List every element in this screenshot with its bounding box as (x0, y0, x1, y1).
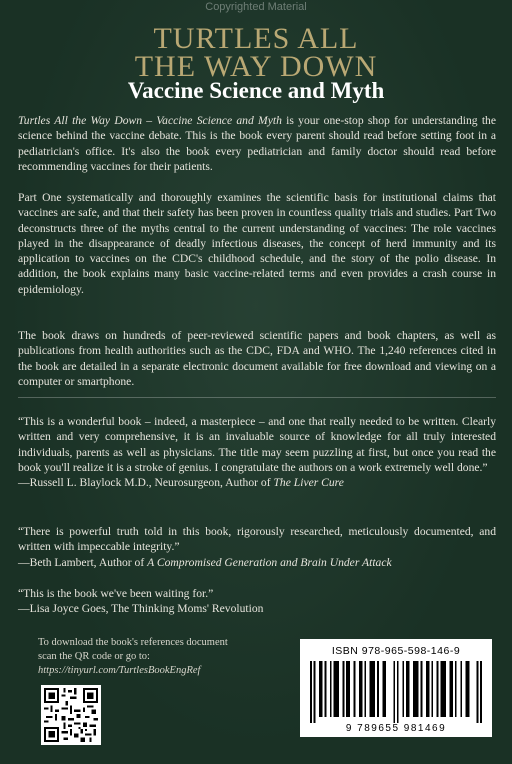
section-divider (18, 397, 496, 398)
download-line-2: scan the QR code or go to: (38, 651, 150, 662)
download-url[interactable]: https://tinyurl.com/TurtlesBookEngRef (38, 665, 201, 676)
quote-text: “There is powerful truth told in this book, rigorously researched, meticulously documented, and written with impeccable integrity.” (18, 525, 496, 554)
description-paragraph-1 (18, 113, 496, 174)
description-paragraph-1-text: is your one-stop shop for understanding the science behind the vaccine debate. This is the book every parent should read before setting foot in a pediatrician's office. It's also the book every pediatrician and family doctor should read before recommending vaccines for their patients. (18, 114, 496, 173)
quote-attribution (18, 475, 496, 490)
book-title-italic: Turtles All the Way Down – Vaccine Science and Myth (18, 114, 282, 127)
description-paragraph-2: Part One systematically and thoroughly examines the scientific basis for institutional claims that vaccines are safe, and that their safety has been proven in countless quality trials and studies. Part Two deconstructs three of the myths central to the current understanding of vaccines: The role vaccines played in the disappearance of deadly infectious diseases, the concept of herd immunity and its application to vaccines on the CDC's childhood schedule, and the story of the polio disease. In addition, the book explains many basic vaccine-related terms and even provides a crash course in epidemiology. (18, 191, 496, 296)
quote-attribution (18, 555, 496, 570)
attribution-author: —Russell L. Blaylock M.D., Neurosurgeon, Author of (18, 476, 274, 490)
title-line-2: THE WAY DOWN (134, 50, 378, 83)
download-line-1: To download the book's references document (38, 637, 228, 648)
title-line-1: TURTLES ALL (153, 22, 359, 55)
attribution-book: A Compromised Generation and Brain Under Attack (147, 555, 392, 569)
isbn-text: ISBN 978-965-598-146-9 (331, 645, 461, 657)
quote-lambert (18, 524, 496, 570)
attribution-book: The Liver Cure (273, 476, 344, 490)
qr-code-icon[interactable] (41, 685, 101, 745)
quote-blaylock (18, 414, 496, 490)
quote-text: “This is a wonderful book – indeed, a masterpiece – and one that really needed to be written. Clearly written and very comprehensive, it is an invaluable source of knowledge for all truly interested individuals, parents as well as physicians. The title may seem puzzling at first, but once you read the book you'll realize it is a stroke of genius. I congratulate the authors on a work extremely well done.” (18, 415, 496, 474)
attribution-author: —Lisa Joyce Goes, The Thinking Moms' Revolution (18, 602, 264, 616)
isbn-barcode (300, 639, 492, 737)
attribution-author: —Beth Lambert, Author of (18, 555, 148, 569)
copyright-watermark: Copyrighted Material (205, 1, 307, 13)
ean-number: 9 789655 981469 (345, 723, 447, 734)
quote-goes (18, 586, 496, 617)
barcode-bars (310, 661, 482, 723)
download-instructions (38, 636, 238, 678)
description-paragraph-3: The book draws on hundreds of peer-reviewed scientific papers and book chapters, as well as publications from health authorities such as the CDC, FDA and WHO. The 1,240 references cited in the book are detailed in a separate electronic document available for free download and viewing on a computer or smartphone. (18, 329, 496, 388)
quote-text: “This is the book we've been waiting for.” (18, 587, 214, 600)
quote-attribution (18, 601, 496, 616)
subtitle: Vaccine Science and Myth (127, 78, 385, 103)
